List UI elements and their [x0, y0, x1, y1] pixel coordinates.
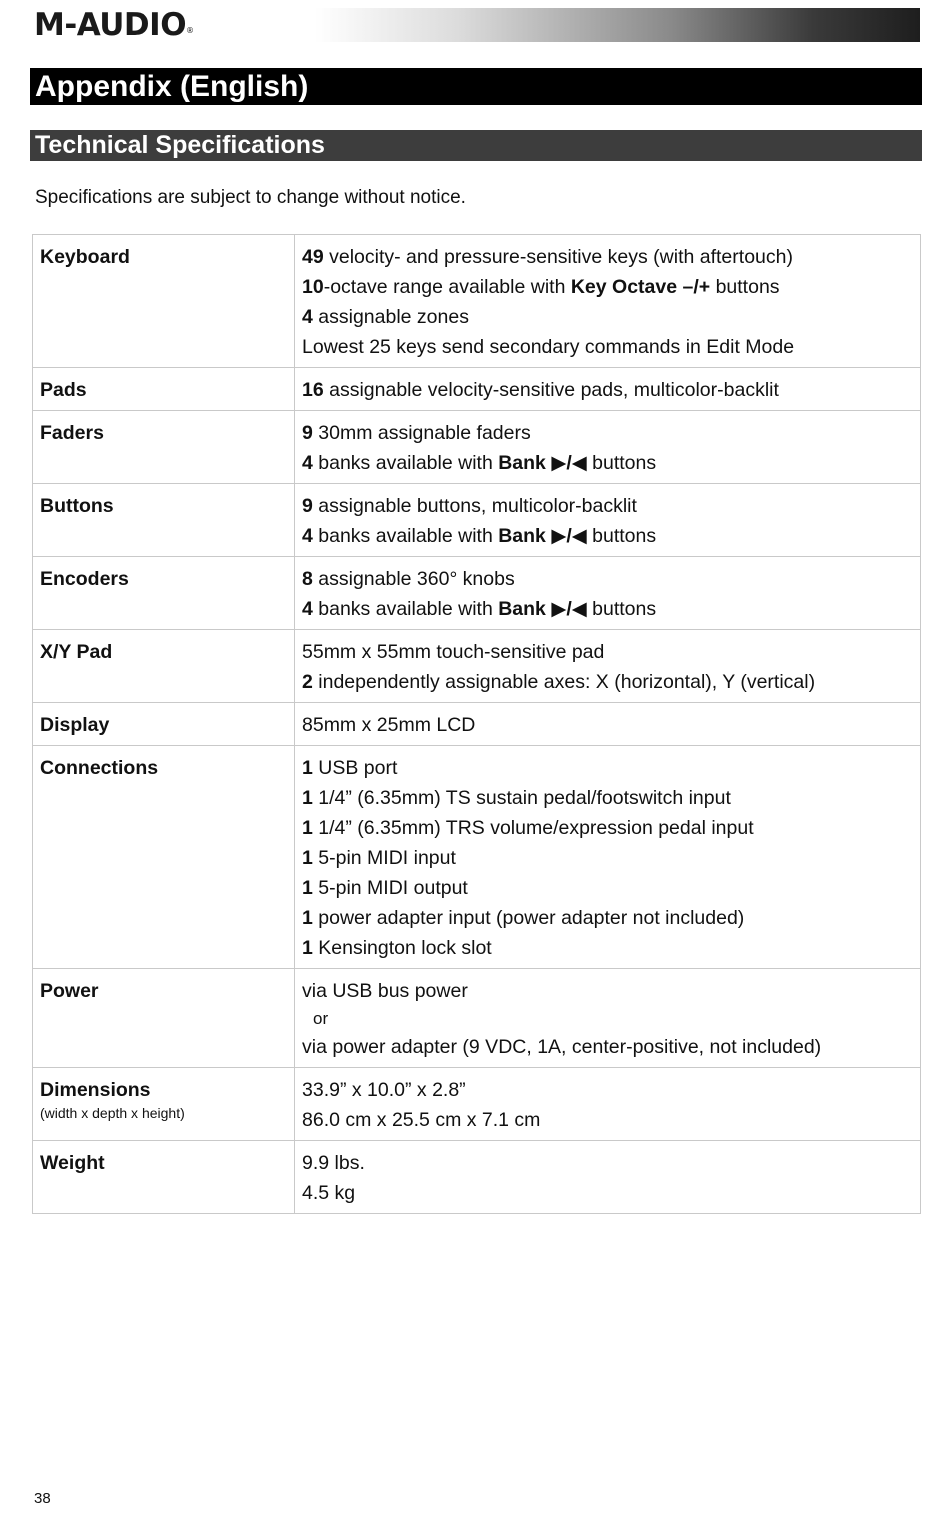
- spec-label: Faders: [33, 411, 295, 484]
- spec-line: 4 banks available with Bank ▶/◀ buttons: [302, 598, 657, 620]
- spec-label: Weight: [33, 1141, 295, 1214]
- spec-row-xy-pad: [33, 630, 921, 703]
- section-title: Technical Specifications: [30, 130, 922, 161]
- spec-line: 16 assignable velocity-sensitive pads, multicolor-backlit: [302, 379, 779, 401]
- spec-line: 1 1/4” (6.35mm) TS sustain pedal/footswitch input: [302, 787, 731, 809]
- spec-line: 10-octave range available with Key Octave –/+ buttons: [302, 276, 780, 298]
- spec-line: or: [313, 1009, 329, 1028]
- spec-line: 1 Kensington lock slot: [302, 937, 492, 959]
- spec-line: via USB bus power: [302, 980, 468, 1002]
- appendix-title: Appendix (English): [30, 68, 922, 105]
- spec-line: 49 velocity- and pressure-sensitive keys (with aftertouch): [302, 246, 793, 268]
- spec-line: 86.0 cm x 25.5 cm x 7.1 cm: [302, 1109, 541, 1131]
- logo-text: M-AUDIO: [34, 7, 187, 43]
- spec-label: Power: [33, 969, 295, 1068]
- spec-label: Connections: [33, 746, 295, 969]
- spec-value: [295, 703, 921, 746]
- spec-label: Pads: [33, 368, 295, 411]
- spec-row-power: [33, 969, 921, 1068]
- spec-line: 55mm x 55mm touch-sensitive pad: [302, 641, 605, 663]
- spec-line: 2 independently assignable axes: X (horizontal), Y (vertical): [302, 671, 816, 693]
- spec-sub-label: (width x depth x height): [40, 1105, 185, 1121]
- spec-line: 1 USB port: [302, 757, 398, 779]
- spec-value: [295, 1068, 921, 1141]
- spec-label: [33, 1068, 295, 1141]
- m-audio-logo: [34, 6, 194, 44]
- spec-line: 1 5-pin MIDI output: [302, 877, 468, 899]
- spec-value: [295, 235, 921, 368]
- spec-line: 4 assignable zones: [302, 306, 469, 328]
- spec-value: [295, 746, 921, 969]
- spec-row-keyboard: [33, 235, 921, 368]
- spec-line: 4.5 kg: [302, 1182, 356, 1204]
- spec-line: via power adapter (9 VDC, 1A, center-positive, not included): [302, 1036, 822, 1058]
- spec-line: 85mm x 25mm LCD: [302, 714, 476, 736]
- spec-value: [295, 969, 921, 1068]
- spec-line: 9 assignable buttons, multicolor-backlit: [302, 495, 637, 517]
- spec-value: [295, 484, 921, 557]
- spec-value: [295, 411, 921, 484]
- spec-label-text: Dimensions: [40, 1079, 151, 1101]
- registered-mark: ®: [186, 26, 194, 35]
- spec-line: 1 5-pin MIDI input: [302, 847, 456, 869]
- spec-row-pads: [33, 368, 921, 411]
- spec-label: X/Y Pad: [33, 630, 295, 703]
- spec-line: 1 1/4” (6.35mm) TRS volume/expression pedal input: [302, 817, 754, 839]
- spec-row-dimensions: [33, 1068, 921, 1141]
- spec-row-encoders: [33, 557, 921, 630]
- spec-line: 1 power adapter input (power adapter not included): [302, 907, 745, 929]
- specifications-table: [32, 234, 921, 1214]
- spec-line: 33.9” x 10.0” x 2.8”: [302, 1079, 466, 1101]
- spec-line: 4 banks available with Bank ▶/◀ buttons: [302, 452, 657, 474]
- spec-line: 8 assignable 360° knobs: [302, 568, 515, 590]
- spec-line: 9 30mm assignable faders: [302, 422, 531, 444]
- spec-line: 9.9 lbs.: [302, 1152, 365, 1174]
- spec-row-buttons: [33, 484, 921, 557]
- spec-line: Lowest 25 keys send secondary commands in Edit Mode: [302, 336, 795, 358]
- spec-label: Buttons: [33, 484, 295, 557]
- page-number: 38: [34, 1490, 51, 1507]
- spec-label: Encoders: [33, 557, 295, 630]
- spec-label: Display: [33, 703, 295, 746]
- spec-value: [295, 368, 921, 411]
- spec-row-weight: [33, 1141, 921, 1214]
- notice-text: Specifications are subject to change without notice.: [35, 187, 466, 208]
- spec-label: Keyboard: [33, 235, 295, 368]
- spec-line: 4 banks available with Bank ▶/◀ buttons: [302, 525, 657, 547]
- spec-value: [295, 1141, 921, 1214]
- spec-row-connections: [33, 746, 921, 969]
- spec-row-faders: [33, 411, 921, 484]
- spec-value: [295, 557, 921, 630]
- spec-row-display: [33, 703, 921, 746]
- spec-value: [295, 630, 921, 703]
